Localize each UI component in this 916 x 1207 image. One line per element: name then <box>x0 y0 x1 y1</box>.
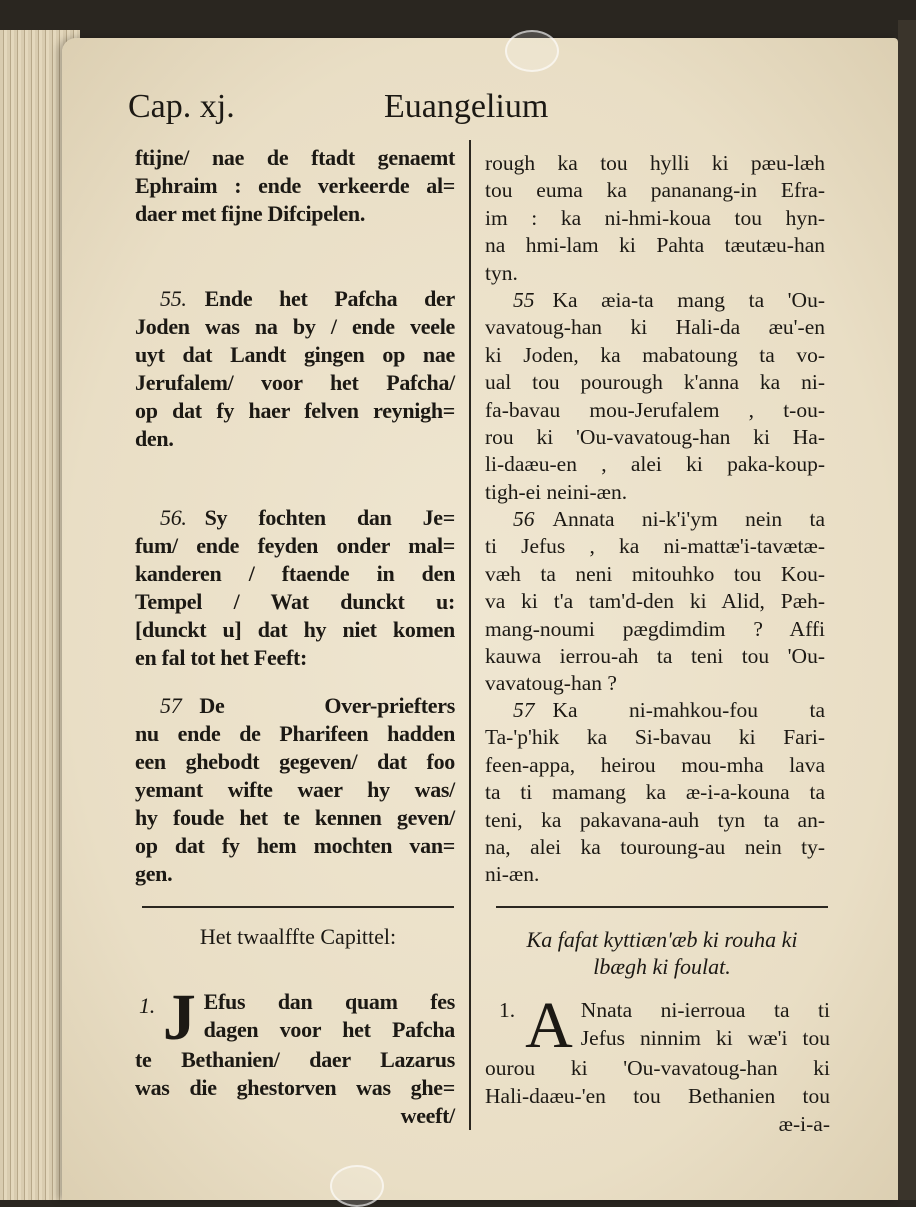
dutch-intro <box>135 144 455 228</box>
text-line: teni, ka pakavana-auh tyn ta an- <box>485 807 825 832</box>
text-line: vavatoug-han ? <box>485 671 617 696</box>
heading-line: Ka fafat kyttiæn'æb ki rouha ki <box>526 927 798 952</box>
text-line: op dat fy hem mochten van= <box>135 833 455 858</box>
verse-number: 57 <box>513 698 535 722</box>
text-line: en fal tot het Feeft: <box>135 645 308 670</box>
text-line: fum/ ende feyden onder mal= <box>135 533 455 558</box>
column-divider <box>469 140 471 1130</box>
text-line: ourou ki 'Ou-vavatoug-han ki <box>485 1056 830 1080</box>
text-line: feen-appa, heirou mou-mha lava <box>485 752 825 777</box>
text-line: Efus dan quam fes <box>203 989 455 1014</box>
text-line: Ta-'p'hik ka Si-bavau ki Fari- <box>485 725 825 750</box>
text-line: ta ti mamang ka æ-i-a-kouna ta <box>485 780 825 805</box>
text-line: kauwa ierrou-ah ta teni tou 'Ou- <box>485 644 825 669</box>
text-line: im : ka ni-hmi-koua tou hyn- <box>485 205 825 230</box>
text-line: Ka æia-ta mang ta 'Ou- <box>552 288 825 312</box>
text-line: [dunckt u] dat hy niet komen <box>135 617 455 642</box>
text-line: Joden was na by / ende veele <box>135 314 455 339</box>
formosan-verse-57 <box>485 697 825 889</box>
dutch-verse-57 <box>135 692 455 888</box>
text-line: Ende het Pafcha der <box>204 286 455 311</box>
verse-number: 1. <box>139 993 155 1018</box>
dutch-verse-56 <box>135 504 455 672</box>
text-line: mang-noumi pægdimdim ? Affi <box>485 616 825 641</box>
section-rule-left <box>142 906 454 908</box>
text-line: yemant wifte waer hy was/ <box>135 777 455 802</box>
text-line: op dat fy haer felven reynigh= <box>135 398 455 423</box>
verse-number: 55 <box>513 288 535 312</box>
text-line: li-daæu-en , alei ki paka-koup- <box>485 452 825 477</box>
text-line: ki Joden, ka mabatoung ta vo- <box>485 342 825 367</box>
text-line: ual tou pourough k'anna ka ni- <box>485 370 825 395</box>
verse-number: 55. <box>160 286 187 311</box>
formosan-verse-56 <box>485 506 825 698</box>
text-line: na, alei ka touroung-au nein ty- <box>485 835 825 860</box>
text-line: uyt dat Landt gingen op nae <box>135 342 455 367</box>
text-line: fa-bavau mou-Jerufalem , t-ou- <box>485 397 825 422</box>
text-line: was die ghestorven was ghe= <box>135 1075 455 1100</box>
chapter-heading-dutch: Het twaalffte Capittel: <box>199 924 397 949</box>
text-line: vavatoug-han ki Hali-da æu'-en <box>485 315 825 340</box>
text-line: Jefus ninnim ki wæ'i tou <box>580 1026 830 1050</box>
dutch-verse-55 <box>135 285 455 453</box>
text-line: daer met fijne Difcipelen. <box>135 201 366 226</box>
text-line: den. <box>135 426 174 451</box>
text-line: rou ki 'Ou-vavatoug-han ki Ha- <box>485 425 825 450</box>
page-clip-top <box>505 30 559 72</box>
text-line: Jerufalem/ voor het Pafcha/ <box>135 370 455 395</box>
text-line: kanderen / ftaende in den <box>135 561 455 586</box>
text-line: ti Jefus , ka ni-mattæ'i-tavætæ- <box>485 534 825 559</box>
section-rule-right <box>496 906 828 908</box>
text-line: væh ta neni mitouhko tou Kou- <box>485 561 825 586</box>
text-line: weeft/ <box>400 1103 455 1128</box>
formosan-intro <box>485 150 825 287</box>
text-line: Tempel / Wat dunckt u: <box>135 589 455 614</box>
catchword: æ-i-a- <box>778 1112 830 1136</box>
text-line: De Over-priefters <box>199 693 455 718</box>
verse-number: 1. <box>499 998 516 1022</box>
formosan-verse-1 <box>485 989 830 1138</box>
text-line: tigh-ei neini-æn. <box>485 479 628 504</box>
text-line: Nnata ni-ierroua ta ti <box>580 998 830 1022</box>
text-line: Sy fochten dan Je= <box>204 505 455 530</box>
page-clip-bottom <box>330 1165 384 1207</box>
formosan-verse-55 <box>485 287 825 506</box>
text-line: ni-æn. <box>485 862 540 887</box>
running-head-title: Euangelium <box>384 88 549 125</box>
text-line: tou euma ka pananang-in Efra- <box>485 178 825 203</box>
text-line: Hali-daæu-'en tou Bethanien tou <box>485 1084 830 1108</box>
verse-number: 57 <box>160 693 182 718</box>
text-line: rough ka tou hylli ki pæu-læh <box>485 151 825 175</box>
text-line: tyn. <box>485 260 518 285</box>
running-head-chapter: Cap. xj. <box>128 88 235 125</box>
text-line: Ka ni-mahkou-fou ta <box>552 698 825 722</box>
text-line: nu ende de Pharifeen hadden <box>135 721 455 746</box>
verse-number: 56 <box>513 507 535 531</box>
book-cover-edge <box>898 20 916 1200</box>
dutch-verse-1 <box>135 981 455 1130</box>
drop-cap: A <box>525 989 573 1062</box>
heading-line: lbægh ki foulat. <box>593 954 731 979</box>
text-line: ftijne/ nae de ftadt genaemt <box>135 145 455 170</box>
text-line: Annata ni-k'i'ym nein ta <box>552 507 825 531</box>
text-line: dagen voor het Pafcha <box>203 1017 455 1042</box>
verse-number: 56. <box>160 505 187 530</box>
text-line: een ghebodt gegeven/ dat foo <box>135 749 455 774</box>
text-line: na hmi-lam ki Pahta tæutæu-han <box>485 233 825 258</box>
text-line: te Bethanien/ daer Lazarus <box>135 1047 455 1072</box>
chapter-heading-formosan <box>488 926 836 980</box>
text-line: Ephraim : ende verkeerde al= <box>135 173 455 198</box>
text-line: va ki t'a tam'd-den ki Alid, Pæh- <box>485 589 825 614</box>
drop-cap: J <box>162 981 196 1054</box>
text-line: hy foude het te kennen geven/ <box>135 805 455 830</box>
text-line: gen. <box>135 861 173 886</box>
